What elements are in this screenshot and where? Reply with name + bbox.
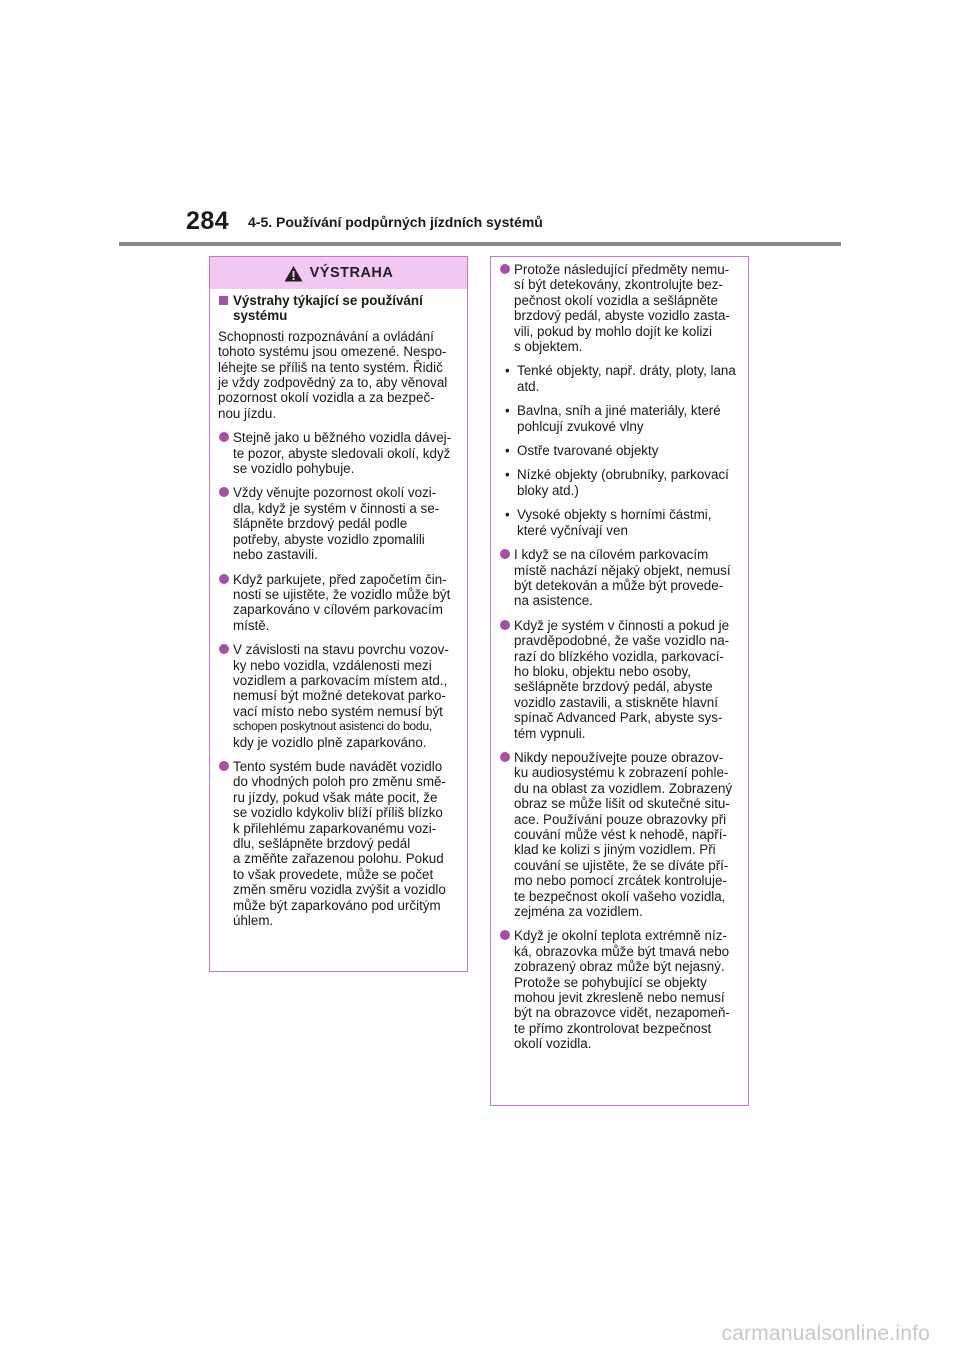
warning-box-continued (490, 256, 749, 1106)
text-line: a změňte zařazenou polohu. Pokud (233, 851, 444, 867)
round-bullet-icon (219, 487, 229, 497)
text-line: úhlem. (233, 913, 274, 929)
text-line: Tenké objekty, např. dráty, ploty, lana (517, 363, 736, 379)
warning-item (218, 572, 460, 634)
text-line: nou jízdu. (218, 405, 277, 421)
text-line: zobrazený obraz může být nejasný. (514, 959, 725, 975)
warning-item (499, 928, 741, 1051)
text-line: ku audiosystému k zobrazení pohle- (514, 765, 729, 781)
text-line: to však provedete, může se počet (233, 866, 434, 882)
text-line: mohou jevit zkresleně nebo nemusí (514, 990, 725, 1006)
text-line: zaparkováno v cílovém parkovacím (233, 602, 443, 618)
text-line: dla, když je systém v činnosti a se- (233, 500, 440, 516)
text-line: te přímo zkontrolovat bezpečnost (514, 1020, 712, 1036)
round-bullet-icon (500, 264, 510, 274)
text-line: pečnost okolí vozidla a sešlápněte (514, 292, 718, 308)
text-line: spínač Advanced Park, abyste sys- (514, 710, 723, 726)
watermark: carmanualsonline.info (721, 1322, 930, 1345)
text-line: místě. (233, 617, 270, 633)
text-line: nemusí být možné detekovat parko- (233, 688, 446, 704)
sub-bullet-item (499, 363, 741, 394)
bullet-dot-icon: • (505, 403, 510, 419)
text-line: léhejte se příliš na tento systém. Řidič (218, 359, 443, 375)
text-line: razí do blízkého vozidla, parkovací- (514, 648, 724, 664)
text-line: Tento systém bude navádět vozidlo (233, 758, 443, 774)
text-line: Protože se pohybující se objekty (514, 974, 707, 990)
text-line: být na obrazovce vidět, nezapomeň- (514, 1005, 730, 1021)
square-bullet-icon (219, 296, 228, 305)
text-line: atd. (517, 378, 540, 394)
text-line: dlu, sešlápněte brzdový pedál (233, 836, 411, 851)
text-line: brzdový pedál, abyste vozidlo zasta- (514, 308, 730, 324)
warning-item (218, 430, 460, 476)
text-line: ace. Používání pouze obrazovky při (514, 811, 727, 827)
warning-intro (218, 329, 460, 421)
warning-item (499, 262, 741, 354)
text-line: je vždy zodpovědný za to, aby věnoval (218, 375, 448, 391)
round-bullet-icon (219, 761, 229, 771)
warning-header (210, 257, 467, 289)
text-line: couvání se ujistěte, že se díváte pří- (514, 857, 729, 873)
sub-bullet-item (499, 507, 741, 538)
text-line: na asistence. (514, 593, 593, 609)
warning-title: VÝSTRAHA (309, 265, 394, 281)
text-line: nosti se ujistěte, že vozidlo může být (233, 586, 451, 602)
warning-heading (218, 293, 460, 324)
text-line: vací místo nebo systém nemusí být (233, 703, 443, 719)
text-line: Když je okolní teplota extrémně níz- (514, 928, 727, 944)
text-line: V závislosti na stavu povrchu vozov- (233, 642, 449, 658)
round-bullet-icon (219, 432, 229, 442)
sub-bullet-item (499, 403, 741, 434)
text-line: ky nebo vozidla, vzdálenosti mezi (233, 657, 432, 673)
text-line: te pozor, abyste sledovali okolí, když (233, 445, 451, 461)
text-line: Stejně jako u běžného vozidla dávej- (233, 430, 452, 446)
warning-item (218, 642, 460, 750)
text-line: klad ke kolizi s jiným vozidlem. Při (514, 842, 716, 858)
bullet-dot-icon: • (505, 507, 510, 523)
section-title: 4-5. Používání podpůrných jízdních systémů (248, 214, 543, 230)
text-line: couvání může vést k nehodě, napří- (514, 827, 727, 842)
text-line: tém vypnuli. (514, 725, 586, 741)
round-bullet-icon (500, 930, 510, 940)
text-line: ká, obrazovka může být tmavá nebo (514, 943, 730, 959)
text-line: vozidlem a parkovacím místem atd., (233, 672, 448, 688)
warning-item (499, 618, 741, 741)
text-line: Protože následující předměty nemu- (514, 262, 730, 277)
warning-content (210, 289, 467, 928)
warning-item (499, 750, 741, 919)
warning-item (218, 759, 460, 928)
bullet-dot-icon: • (505, 467, 510, 483)
warning-item (499, 547, 741, 609)
text-line: mo nebo pomocí zrcátek kontroluje- (514, 873, 727, 889)
text-line: Vysoké objekty s horními částmi, (517, 507, 712, 523)
text-line: vili, pokud by mohlo dojít ke kolizi (514, 323, 712, 339)
text-line: které vyčnívají ven (517, 522, 628, 538)
text-line: Ostře tvarované objekty (517, 443, 659, 459)
bullet-dot-icon: • (505, 443, 510, 459)
page-number: 284 (186, 207, 230, 235)
text-line: být detekován a může být provede- (514, 577, 724, 593)
text-line: může být zaparkováno pod určitým (233, 897, 441, 913)
text-line: pohlcují zvukové vlny (517, 418, 644, 434)
header-divider (119, 242, 841, 246)
text-line: Když je systém v činnosti a pokud je (514, 617, 730, 633)
text-line: s objektem. (514, 339, 583, 355)
warning-item (218, 485, 460, 562)
sub-bullet-item (499, 443, 741, 458)
text-line: kdy je vozidlo plně zaparkováno. (233, 734, 427, 750)
text-line: k přilehlému zaparkovanému vozi- (233, 820, 437, 836)
heading-line: Výstrahy týkající se používání (233, 293, 423, 308)
text-line: sí být detekovány, zkontrolujte bez- (514, 277, 723, 293)
text-line: du na oblast za vozidlem. Zobrazený (514, 780, 733, 796)
sub-bullet-item (499, 467, 741, 498)
text-line: šlápněte brzdový pedál podle (233, 516, 408, 532)
heading-line: systému (233, 308, 288, 324)
text-line: I když se na cílovém parkovacím (514, 547, 709, 563)
text-line: Schopnosti rozpoznávání a ovládání (218, 328, 434, 344)
text-line: okolí vozidla. (514, 1036, 592, 1052)
text-line: obraz se může lišit od skutečné situ- (514, 796, 730, 812)
round-bullet-icon (219, 574, 229, 584)
text-line: se vozidlo pohybuje. (233, 461, 355, 477)
round-bullet-icon (500, 752, 510, 762)
text-line: sešlápněte brzdový pedál, abyste (514, 679, 713, 695)
text-line: Nízké objekty (obrubníky, parkovací (517, 467, 729, 483)
bullet-dot-icon: • (505, 363, 510, 379)
text-line: místě nachází nějaký objekt, nemusí (514, 562, 731, 578)
text-line: nebo zastavili. (233, 547, 318, 563)
text-line: Když parkujete, před započetím čin- (233, 571, 447, 587)
warning-box (209, 256, 468, 972)
text-line: změn směru vozidla zvýšit a vozidlo (233, 882, 446, 898)
text-line: Bavlna, sníh a jiné materiály, které (517, 403, 721, 419)
text-line: zejména za vozidlem. (514, 904, 643, 920)
warning-content (491, 257, 748, 1052)
text-line: schopen poskytnout asistenci do bodu, (233, 719, 432, 734)
text-line: pozornost okolí vozidla a za bezpeč- (218, 390, 435, 406)
text-line: pravděpodobné, že vaše vozidlo na- (514, 633, 730, 649)
text-line: ho bloku, objektu nebo osoby, (514, 663, 691, 679)
text-line: Vždy věnujte pozornost okolí vozi- (233, 485, 437, 501)
text-line: se vozidlo kdykoliv blíží příliš blízko (233, 805, 443, 821)
text-line: potřeby, abyste vozidlo zpomalili (233, 531, 425, 547)
text-line: do vhodných poloh pro změnu smě- (233, 774, 446, 790)
text-line: bloky atd.) (517, 482, 579, 498)
round-bullet-icon (500, 620, 510, 630)
round-bullet-icon (219, 644, 229, 654)
text-line: tohoto systému jsou omezené. Nespo- (218, 344, 447, 360)
text-line: ru jízdy, pokud však máte pocit, že (233, 789, 438, 805)
text-line: Nikdy nepoužívejte pouze obrazov- (514, 749, 724, 765)
text-line: te bezpečnost okolí vašeho vozidla, (514, 888, 726, 904)
warning-triangle-icon (284, 265, 303, 282)
text-line: vozidlo zastavili, a stiskněte hlavní (514, 694, 718, 710)
round-bullet-icon (500, 549, 510, 559)
